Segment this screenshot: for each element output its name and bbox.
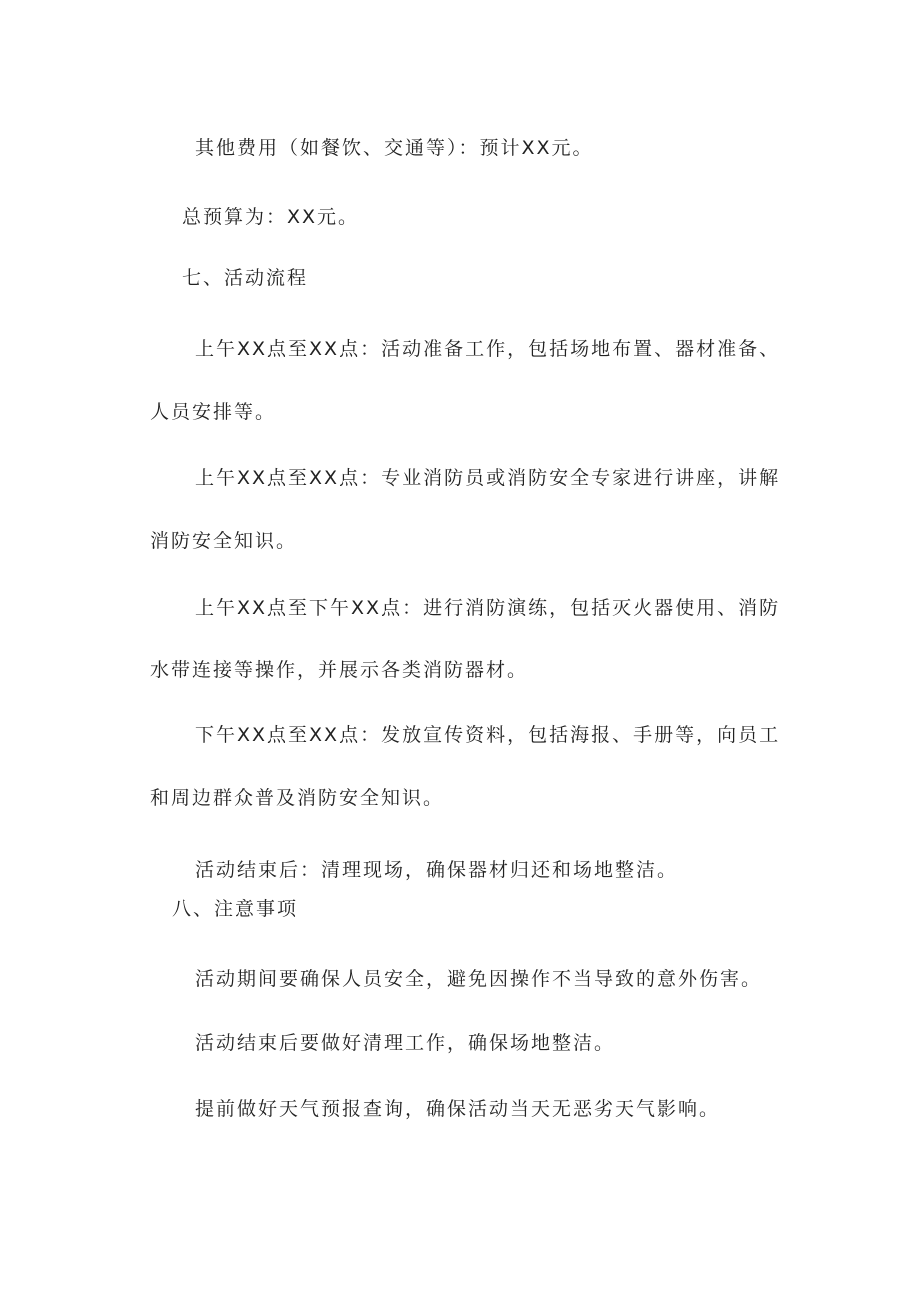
paragraph-other-costs: 其他费用（如餐饮、交通等）：预计XX元。 — [195, 137, 594, 159]
paragraph-schedule-4-cont: 和周边群众普及消防安全知识。 — [150, 787, 445, 809]
paragraph-schedule-3: 上午XX点至下午XX点：进行消防演练，包括灭火器使用、消防 — [195, 597, 781, 619]
section-heading-notes: 八、注意事项 — [172, 898, 299, 920]
paragraph-schedule-1-cont: 人员安排等。 — [150, 401, 277, 423]
paragraph-note-weather: 提前做好天气预报查询，确保活动当天无恶劣天气影响。 — [195, 1098, 721, 1120]
paragraph-schedule-1: 上午XX点至XX点：活动准备工作，包括场地布置、器材准备、 — [195, 338, 781, 360]
paragraph-after-event: 活动结束后：清理现场，确保器材归还和场地整洁。 — [195, 859, 679, 881]
paragraph-schedule-3-cont: 水带连接等操作，并展示各类消防器材。 — [150, 659, 529, 681]
paragraph-note-safety: 活动期间要确保人员安全，避免因操作不当导致的意外伤害。 — [195, 968, 763, 990]
section-heading-process: 七、活动流程 — [182, 267, 309, 289]
paragraph-schedule-2-cont: 消防安全知识。 — [150, 530, 298, 552]
paragraph-total-budget: 总预算为：XX元。 — [182, 206, 360, 228]
paragraph-note-cleanup: 活动结束后要做好清理工作，确保场地整洁。 — [195, 1032, 616, 1054]
paragraph-schedule-4: 下午XX点至XX点：发放宣传资料，包括海报、手册等，向员工 — [195, 724, 781, 746]
paragraph-schedule-2: 上午XX点至XX点：专业消防员或消防安全专家进行讲座，讲解 — [195, 467, 781, 489]
